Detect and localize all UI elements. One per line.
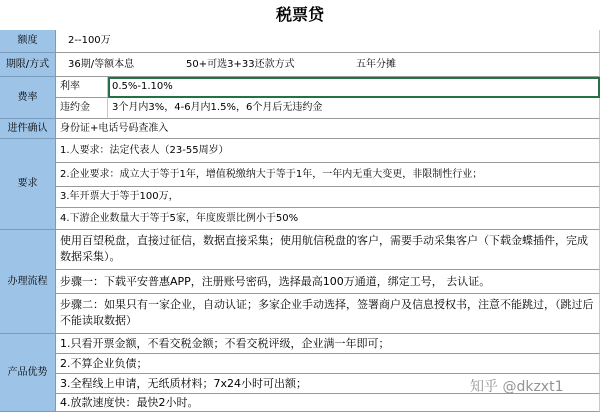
- requirement-item: 2.企业要求：成立大于等于1年，增值税缴纳大于等于1年，一年内无重大变更，非限制性行业；: [56, 163, 600, 187]
- zhihu-watermark: [470, 376, 563, 396]
- advantage-item: 4.放款速度快：最快2小时。: [56, 394, 600, 412]
- rate-label: 费率: [0, 77, 56, 119]
- requirement-item: 1.人要求：法定代表人（23-55周岁）: [56, 139, 600, 163]
- watermark-text: 知乎 @dkzxt1: [470, 379, 564, 395]
- advantages-label: 产品优势: [0, 334, 56, 412]
- advantage-item: 3.全程线上申请，无纸质材料；7x24小时可出额；: [56, 374, 600, 394]
- entry-value: 身份证+电话号码查准入: [56, 119, 600, 139]
- requirement-item: 3.年开票大于等于100万，: [56, 187, 600, 208]
- requirement-item: 4.下游企业数量大于等于5家，年度废票比例小于50%: [56, 208, 600, 230]
- limit-label: 额度: [0, 30, 56, 53]
- advantage-item: 2.不算企业负债；: [56, 354, 600, 374]
- term-option-2: 50+可选3+33还款方式: [186, 58, 295, 70]
- limit-value: [56, 30, 600, 53]
- penalty-label: 违约金: [56, 98, 108, 119]
- term-option-1: 36期/等额本息: [68, 58, 135, 70]
- limit-value-text: 2--100万: [68, 35, 111, 46]
- process-step-2: 步骤二：如果只有一家企业，自动认证；多家企业手动选择，签署商户及信息授权书，注意不能跳过，（跳过后不能读取数据）: [56, 294, 600, 334]
- process-intro: 使用百望税盘，直接过征信，数据直接采集；使用航信税盘的客户，需要手动采集客户（下载金蝶插件，完成数据采集）。: [56, 230, 600, 270]
- term-option-3: 五年分摊: [356, 58, 396, 70]
- process-label: 办理流程: [0, 230, 56, 334]
- interest-value[interactable]: 0.5%-1.10%: [108, 77, 600, 98]
- term-value: [56, 53, 600, 77]
- requirements-label: 要求: [0, 139, 56, 230]
- sheet-title: 税票贷: [0, 0, 600, 31]
- entry-label: 进件确认: [0, 119, 56, 139]
- process-step-1: 步骤一：下载平安普惠APP，注册账号密码，选择最高100万通道，绑定工号， 去认证。: [56, 270, 600, 294]
- term-label: 期限/方式: [0, 53, 56, 77]
- penalty-value: 3个月内3%，4-6月内1.5%，6个月后无违约金: [108, 98, 600, 119]
- interest-label: 利率: [56, 77, 108, 98]
- advantage-item: 1.只看开票金额，不看交税金额；不看交税评级，企业满一年即可；: [56, 334, 600, 354]
